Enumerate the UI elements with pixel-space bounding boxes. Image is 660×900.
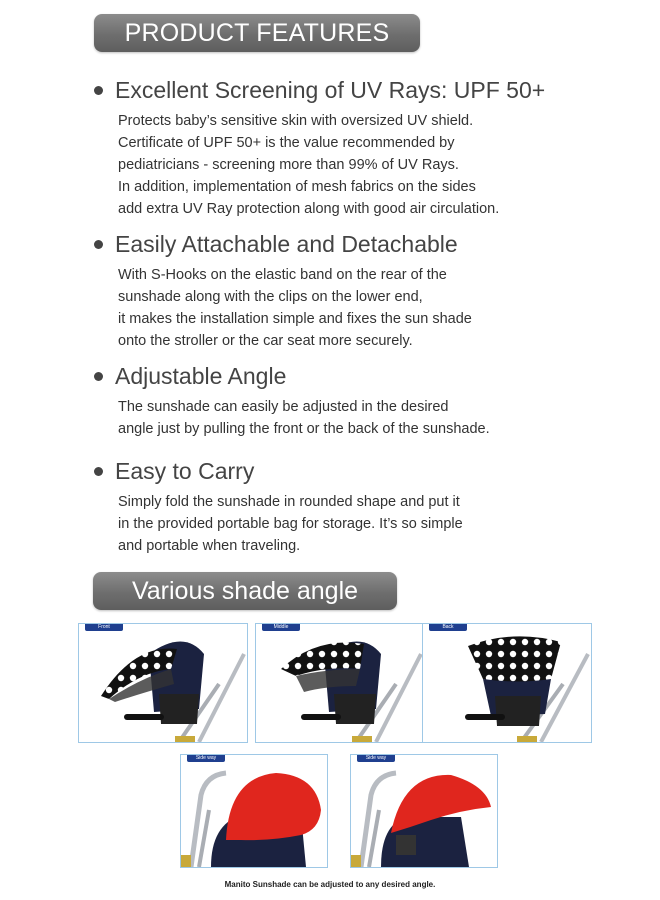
feature-title: Excellent Screening of UV Rays: UPF 50+ bbox=[115, 77, 546, 103]
feature-body bbox=[118, 396, 640, 440]
stroller-photo-sideway-2 bbox=[350, 754, 498, 868]
feature-line: With S-Hooks on the elastic band on the rear of the bbox=[118, 267, 447, 283]
feature-body bbox=[118, 110, 640, 220]
feature-line: add extra UV Ray protection along with good air circulation. bbox=[118, 201, 500, 217]
stroller-back-illustration bbox=[423, 624, 591, 742]
feature-line: The sunshade can easily be adjusted in the desired bbox=[118, 399, 449, 415]
feature-line: Protects baby’s sensitive skin with oversized UV shield. bbox=[118, 113, 474, 129]
stroller-photo-middle bbox=[255, 623, 425, 743]
panel-tag: Front bbox=[85, 623, 123, 631]
bullet-icon bbox=[94, 86, 103, 95]
feature-line: it makes the installation simple and fixes the sun shade bbox=[118, 311, 472, 327]
feature-line: onto the stroller or the car seat more securely. bbox=[118, 333, 413, 349]
panel-tag: Side way bbox=[187, 754, 225, 762]
feature-attachable bbox=[94, 231, 640, 352]
product-features-banner bbox=[94, 14, 420, 52]
shade-angle-title: Various shade angle bbox=[131, 576, 359, 605]
image-caption: Manito Sunshade can be adjusted to any desired angle. bbox=[224, 880, 436, 889]
stroller-sideway-1-illustration bbox=[181, 755, 327, 867]
feature-line: and portable when traveling. bbox=[118, 538, 301, 554]
feature-adjustable bbox=[94, 363, 640, 440]
bullet-icon bbox=[94, 372, 103, 381]
feature-body bbox=[118, 264, 640, 352]
feature-title: Easy to Carry bbox=[115, 458, 255, 484]
stroller-photo-sideway-1 bbox=[180, 754, 328, 868]
feature-title: Easily Attachable and Detachable bbox=[115, 231, 458, 257]
feature-line: Simply fold the sunshade in rounded shape and put it bbox=[118, 494, 460, 510]
feature-carry bbox=[94, 458, 640, 557]
feature-line: pediatricians - screening more than 99% of UV Rays. bbox=[118, 157, 459, 173]
stroller-middle-illustration bbox=[256, 624, 424, 742]
product-features-title: PRODUCT FEATURES bbox=[124, 18, 390, 47]
feature-line: in the provided portable bag for storage. It’s so simple bbox=[118, 516, 463, 532]
bullet-icon bbox=[94, 467, 103, 476]
panel-tag: Side way bbox=[357, 754, 395, 762]
feature-title: Adjustable Angle bbox=[115, 363, 287, 389]
feature-line: In addition, implementation of mesh fabrics on the sides bbox=[118, 179, 476, 195]
stroller-front-illustration bbox=[79, 624, 247, 742]
panel-tag: Back bbox=[429, 623, 467, 631]
panel-tag: Middle bbox=[262, 623, 300, 631]
stroller-photo-front bbox=[78, 623, 248, 743]
feature-uv bbox=[94, 77, 640, 220]
feature-line: angle just by pulling the front or the back of the sunshade. bbox=[118, 421, 490, 437]
stroller-sideway-2-illustration bbox=[351, 755, 497, 867]
shade-angle-banner bbox=[93, 572, 397, 610]
feature-line: sunshade along with the clips on the lower end, bbox=[118, 289, 423, 305]
bullet-icon bbox=[94, 240, 103, 249]
feature-body bbox=[118, 491, 640, 557]
stroller-photo-back bbox=[422, 623, 592, 743]
feature-line: Certificate of UPF 50+ is the value recommended by bbox=[118, 135, 455, 151]
